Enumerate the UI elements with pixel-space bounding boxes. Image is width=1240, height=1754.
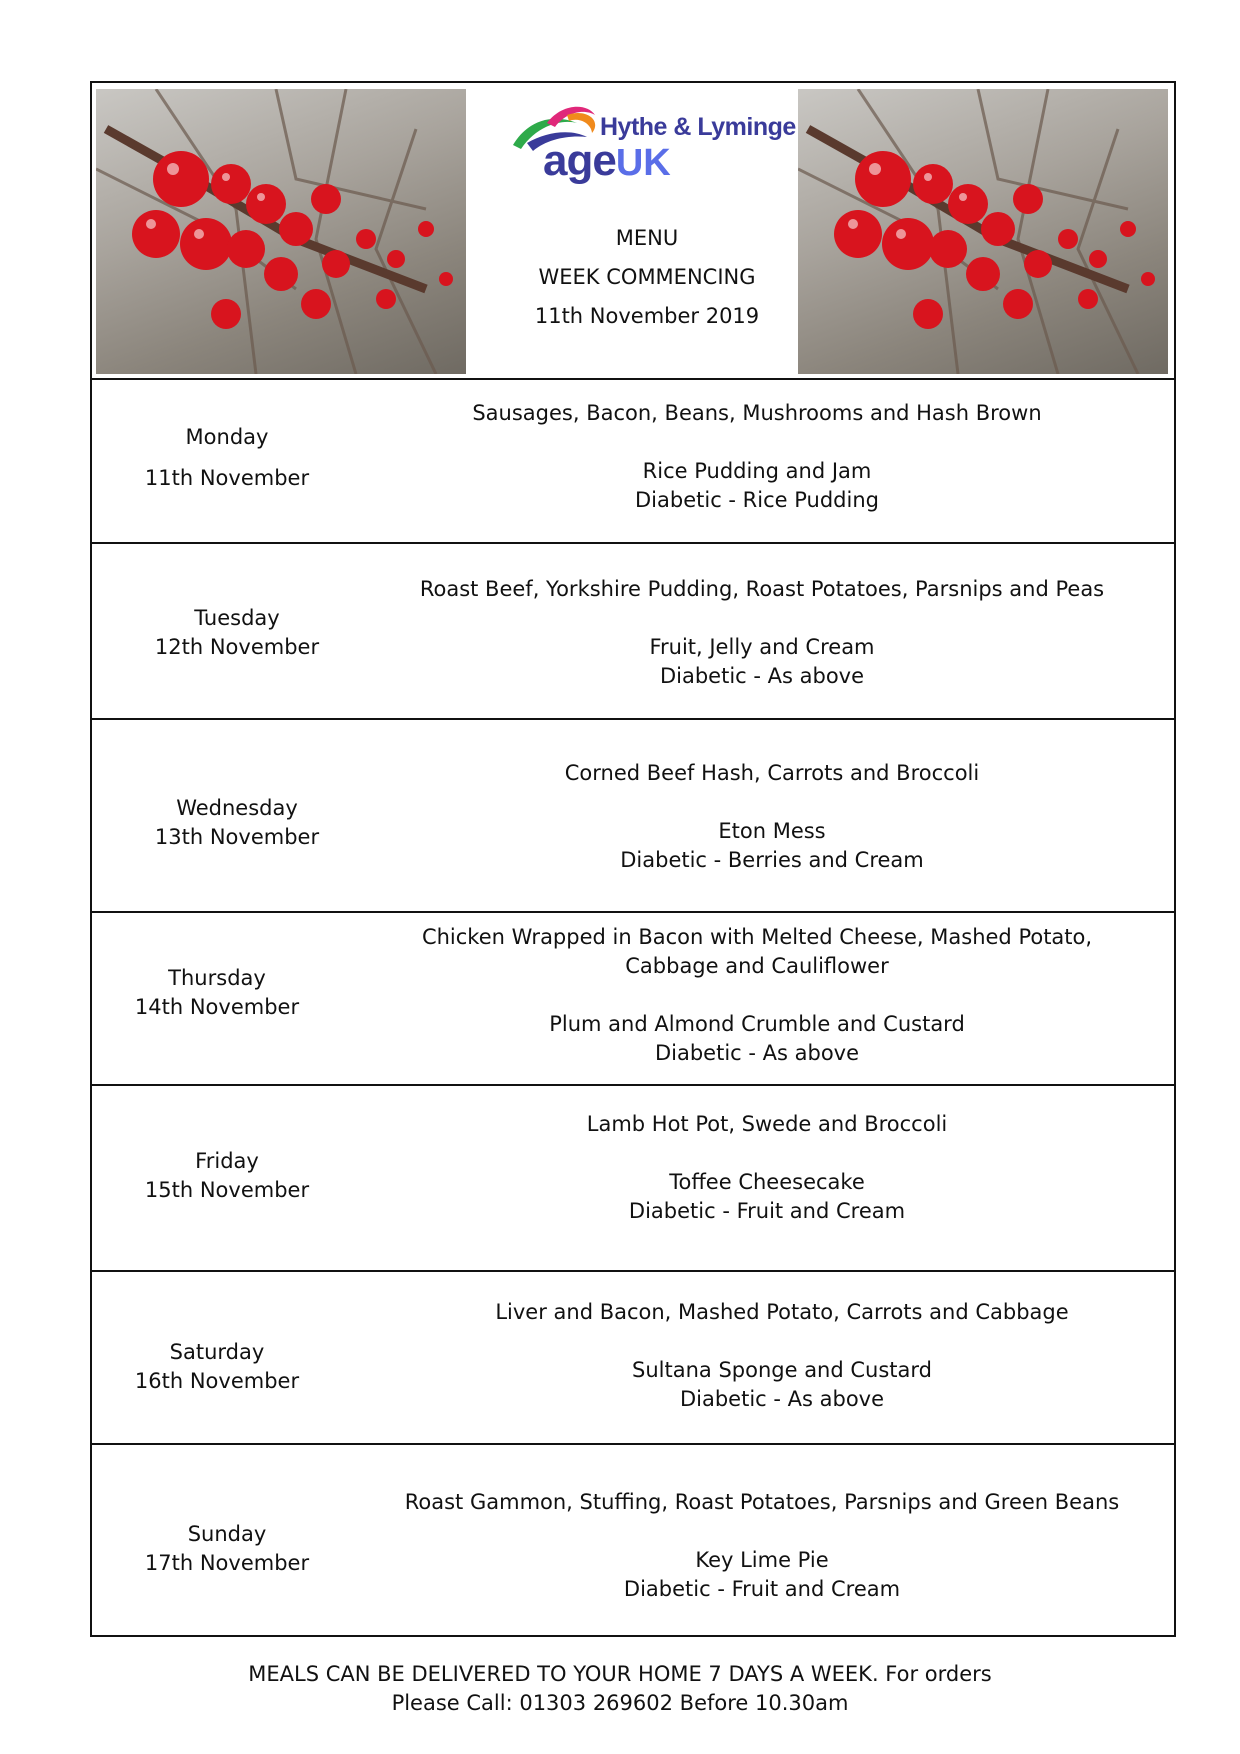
menu-row-monday: [92, 380, 1174, 544]
day-name: Sunday: [187, 1522, 267, 1546]
day-name: Saturday: [169, 1340, 265, 1364]
diabetic-option: Diabetic - Fruit and Cream: [623, 1577, 901, 1601]
menu-label: MENU: [615, 226, 679, 250]
holly-berries-photo-right: [798, 89, 1168, 374]
meal-cell: [372, 399, 1142, 515]
menu-table: [90, 81, 1176, 1637]
day-name: Friday: [195, 1149, 259, 1173]
menu-row-saturday: [92, 1272, 1174, 1445]
day-cell: [132, 604, 342, 662]
logo-uk-text: UK: [615, 142, 671, 184]
week-commencing-label: WEEK COMMENCING: [538, 265, 756, 289]
day-name: Monday: [185, 425, 269, 449]
menu-row-wednesday: [92, 720, 1174, 913]
main-course-line-2: Cabbage and Cauliflower: [625, 954, 889, 978]
main-course-line-1: Chicken Wrapped in Bacon with Melted Cheese, Mashed Potato,: [421, 925, 1093, 949]
day-date: 17th November: [144, 1551, 310, 1575]
day-date: 15th November: [144, 1178, 310, 1202]
diabetic-option: Diabetic - Rice Pudding: [635, 488, 879, 512]
meal-cell: [342, 575, 1182, 691]
day-date: 11th November: [144, 466, 310, 490]
meal-cell: [342, 1488, 1182, 1604]
menu-header: [92, 83, 1174, 380]
dessert: Toffee Cheesecake: [669, 1170, 865, 1194]
diabetic-option: Diabetic - Berries and Cream: [620, 848, 924, 872]
logo-org-name: Hythe & Lyminge: [600, 113, 796, 141]
menu-row-sunday: [92, 1445, 1174, 1635]
meal-cell: [372, 1110, 1162, 1226]
holly-berries-photo-left: [96, 89, 466, 374]
age-uk-logo: [507, 103, 796, 185]
diabetic-option: Diabetic - As above: [654, 1041, 860, 1065]
main-course: Roast Gammon, Stuffing, Roast Potatoes, Parsnips and Green Beans: [404, 1490, 1120, 1514]
week-date: 11th November 2019: [534, 304, 760, 328]
dessert: Rice Pudding and Jam: [642, 459, 872, 483]
dessert: Fruit, Jelly and Cream: [649, 635, 875, 659]
day-cell: [112, 964, 322, 1022]
day-date: 16th November: [134, 1369, 300, 1393]
diabetic-option: Diabetic - Fruit and Cream: [628, 1199, 906, 1223]
menu-row-friday: [92, 1086, 1174, 1272]
main-course: Roast Beef, Yorkshire Pudding, Roast Potatoes, Parsnips and Peas: [419, 577, 1105, 601]
logo-age-text: age: [543, 136, 616, 185]
meal-cell: [342, 923, 1172, 1068]
day-name: Thursday: [168, 966, 266, 990]
dessert: Plum and Almond Crumble and Custard: [549, 1012, 965, 1036]
menu-title-block: [507, 219, 787, 336]
menu-row-thursday: [92, 913, 1174, 1086]
dessert: Sultana Sponge and Custard: [632, 1358, 932, 1382]
day-date: 13th November: [154, 825, 320, 849]
main-course: Sausages, Bacon, Beans, Mushrooms and Hash Brown: [472, 401, 1042, 425]
meal-cell: [372, 1298, 1192, 1414]
menu-row-tuesday: [92, 544, 1174, 720]
diabetic-option: Diabetic - As above: [679, 1387, 885, 1411]
day-cell: [112, 1338, 322, 1396]
dessert: Key Lime Pie: [695, 1548, 829, 1572]
meal-cell: [372, 759, 1172, 875]
delivery-footer: [0, 1660, 1240, 1718]
day-cell: [132, 794, 342, 852]
day-cell: [132, 417, 322, 499]
day-cell: [122, 1147, 332, 1205]
berries-illustration: [798, 89, 1168, 374]
day-cell: [122, 1520, 332, 1578]
delivery-notice: MEALS CAN BE DELIVERED TO YOUR HOME 7 DAYS A WEEK. For orders: [248, 1662, 992, 1686]
diabetic-option: Diabetic - As above: [659, 664, 865, 688]
main-course: Corned Beef Hash, Carrots and Broccoli: [564, 761, 980, 785]
day-date: 12th November: [154, 635, 320, 659]
berries-illustration: [96, 89, 466, 374]
day-name: Tuesday: [194, 606, 280, 630]
main-course: Lamb Hot Pot, Swede and Broccoli: [586, 1112, 948, 1136]
day-name: Wednesday: [176, 796, 298, 820]
main-course: Liver and Bacon, Mashed Potato, Carrots and Cabbage: [495, 1300, 1069, 1324]
day-date: 14th November: [134, 995, 300, 1019]
dessert: Eton Mess: [718, 819, 826, 843]
logo-wordmark: [543, 136, 671, 185]
order-phone-line: Please Call: 01303 269602 Before 10.30am: [391, 1691, 849, 1715]
